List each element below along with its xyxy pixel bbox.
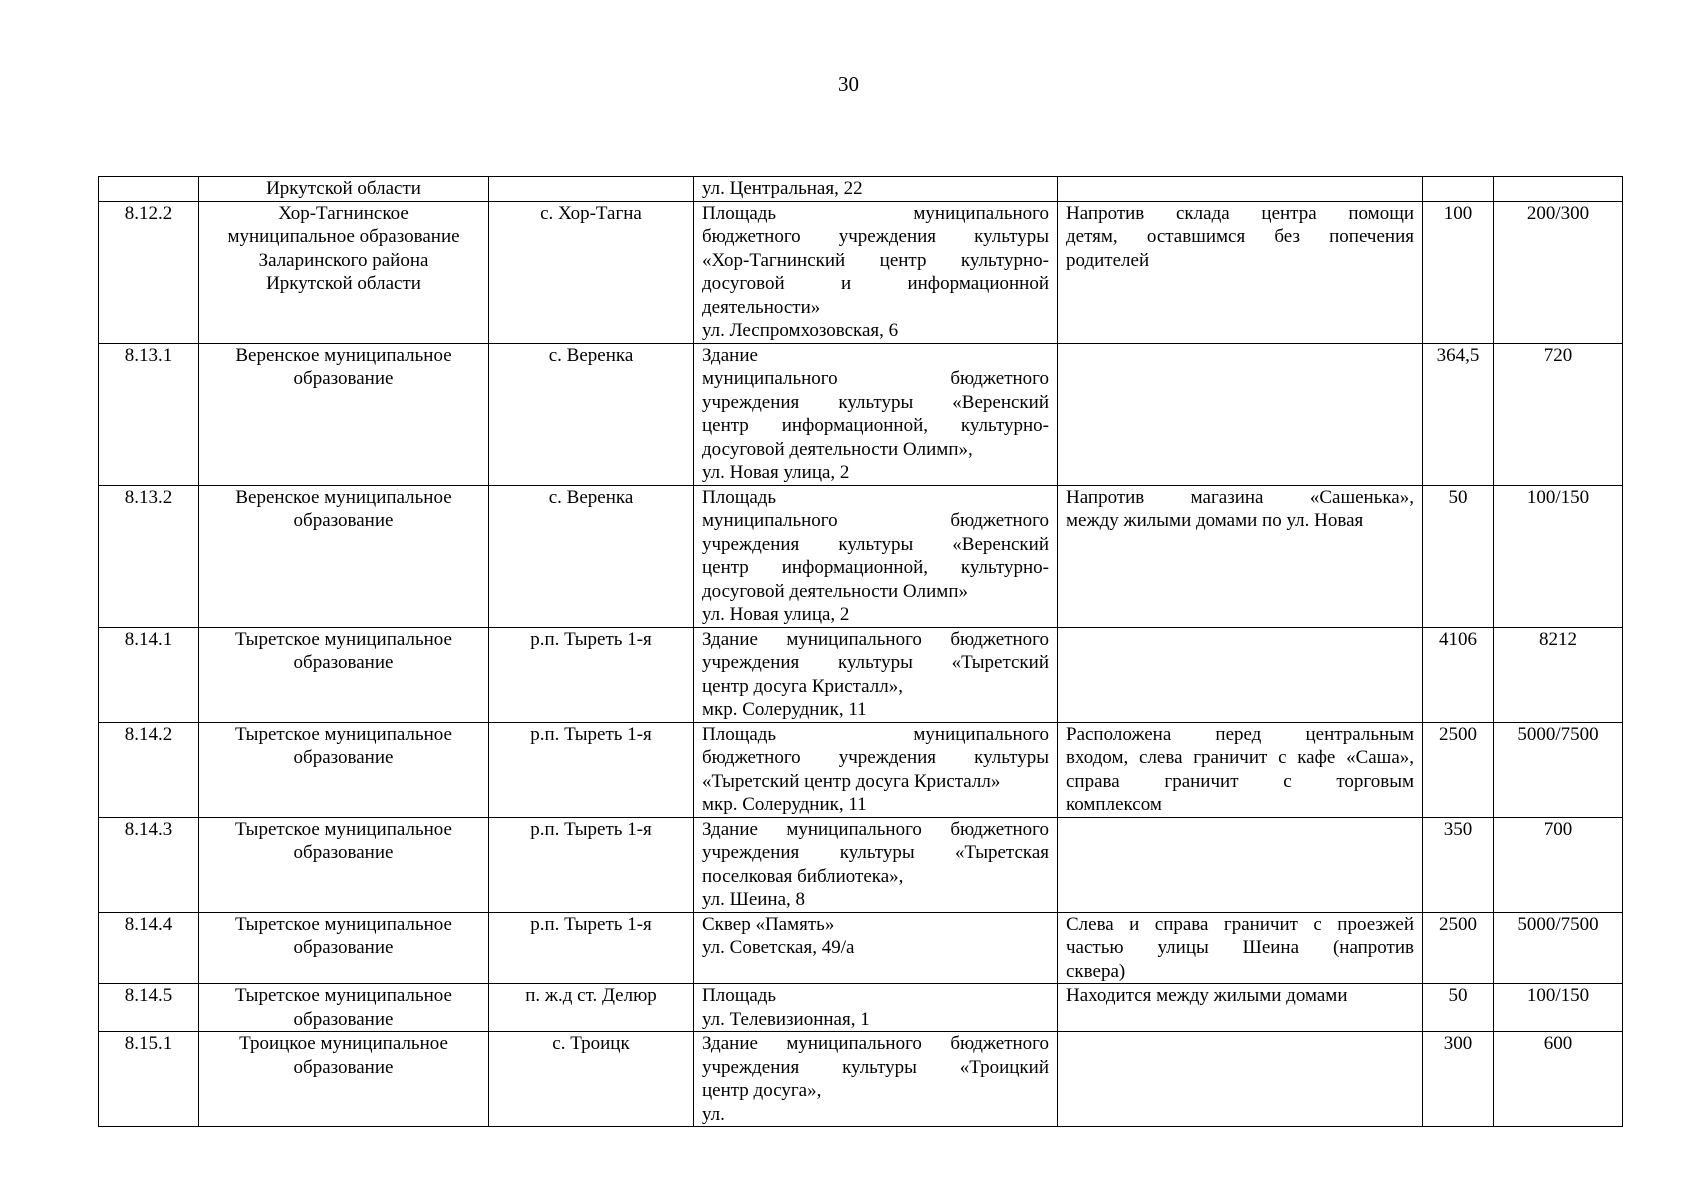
settlement-cell: с. Веренка	[489, 343, 694, 485]
object-cell	[694, 817, 1058, 912]
object-line: учреждения культуры «Троицкий	[702, 1056, 1049, 1078]
municipality-line: Веренское муниципальное	[235, 486, 452, 508]
object-line: досуговой и информационной	[702, 273, 1049, 294]
note-line: Расположена перед центральным	[1066, 723, 1414, 745]
municipality-cell	[199, 912, 489, 984]
object-line: бюджетного учреждения культуры	[702, 747, 1049, 768]
capacity-cell: 100/150	[1494, 485, 1623, 627]
settlement-cell: р.п. Тыреть 1-я	[489, 817, 694, 912]
placement-note-cell	[1058, 627, 1423, 722]
note-line: между жилыми домами по ул. Новая	[1066, 510, 1364, 531]
capacity-cell: 5000/7500	[1494, 912, 1623, 984]
municipality-line: Тыретское муниципальное	[235, 818, 452, 840]
settlement-cell: с. Хор-Тагна	[489, 201, 694, 343]
object-line: бюджетного учреждения культуры	[702, 226, 1049, 247]
placement-note-cell	[1058, 1032, 1423, 1127]
object-line: досуговой деятельности Олимп»	[702, 580, 968, 602]
placement-note-cell	[1058, 722, 1423, 817]
row-number-cell: 8.13.2	[99, 485, 199, 627]
capacity-cell: 100/150	[1494, 984, 1623, 1032]
places-table	[98, 176, 1623, 1127]
capacity-cell: 5000/7500	[1494, 722, 1623, 817]
note-line: входом, слева граничит с кафе «Саша»,	[1066, 747, 1414, 768]
area-cell: 300	[1423, 1032, 1494, 1127]
object-line: ул. Новая улица, 2	[702, 462, 850, 483]
object-line: Площадь	[702, 486, 777, 508]
note-line: сквера)	[1066, 960, 1126, 982]
municipality-line: Тыретское муниципальное	[235, 723, 452, 745]
placement-note-cell	[1058, 201, 1423, 343]
object-cell	[694, 177, 1058, 202]
placement-note-cell	[1058, 177, 1423, 202]
object-line: досуговой деятельности Олимп»,	[702, 438, 973, 460]
object-line: «Хор-Тагнинский центр культурно-	[702, 249, 1049, 271]
municipality-cell	[199, 177, 489, 202]
object-cell	[694, 485, 1058, 627]
note-line: родителей	[1066, 249, 1150, 271]
table-row	[99, 1032, 1623, 1127]
municipality-line: Веренское муниципальное	[235, 344, 452, 366]
settlement-cell: п. ж.д ст. Делюр	[489, 984, 694, 1032]
municipality-cell	[199, 1032, 489, 1127]
municipality-cell	[199, 984, 489, 1032]
row-number-cell: 8.15.1	[99, 1032, 199, 1127]
municipality-line: образование	[293, 747, 394, 768]
table-row	[99, 912, 1623, 984]
settlement-cell	[489, 177, 694, 202]
object-line: центр информационной, культурно-	[702, 557, 1049, 578]
note-line: Напротив склада центра помощи	[1066, 202, 1414, 224]
placement-note-cell	[1058, 485, 1423, 627]
row-number-cell: 8.14.3	[99, 817, 199, 912]
object-line: муниципального бюджетного	[702, 368, 1049, 389]
object-line: Здание муниципального бюджетного	[702, 1033, 1049, 1054]
municipality-line: муниципальное образование	[227, 226, 460, 247]
municipality-line: образование	[293, 652, 394, 673]
object-line: муниципального бюджетного	[702, 510, 1049, 531]
object-line: ул. Новая улица, 2	[702, 604, 850, 625]
municipality-cell	[199, 343, 489, 485]
municipality-cell	[199, 627, 489, 722]
row-number-cell	[99, 177, 199, 202]
object-line: Площадь муниципального	[702, 723, 1049, 745]
page-number: 30	[838, 72, 859, 96]
note-line: Находится между жилыми домами	[1066, 985, 1348, 1006]
object-line: мкр. Солерудник, 11	[702, 794, 867, 815]
object-line: учреждения культуры «Тыретский	[702, 652, 1049, 673]
municipality-line: Тыретское муниципальное	[235, 913, 452, 935]
area-cell: 364,5	[1423, 343, 1494, 485]
municipality-line: Тыретское муниципальное	[235, 628, 452, 650]
object-cell	[694, 1032, 1058, 1127]
table-row	[99, 177, 1623, 202]
area-cell	[1423, 177, 1494, 202]
object-line: деятельности»	[702, 296, 821, 318]
object-line: центр досуга Кристалл»,	[702, 675, 903, 697]
row-number-cell: 8.13.1	[99, 343, 199, 485]
object-line: «Тыретский центр досуга Кристалл»	[702, 770, 1001, 792]
capacity-cell	[1494, 177, 1623, 202]
note-line: комплексом	[1066, 794, 1162, 815]
municipality-line: образование	[293, 368, 394, 389]
table-row	[99, 722, 1623, 817]
placement-note-cell	[1058, 984, 1423, 1032]
object-line: ул. Советская, 49/а	[702, 937, 855, 958]
object-line: ул. Центральная, 22	[702, 178, 863, 199]
area-cell: 50	[1423, 984, 1494, 1032]
municipality-line: образование	[293, 1008, 394, 1030]
note-line: детям, оставшимся без попечения	[1066, 226, 1414, 247]
area-cell: 100	[1423, 201, 1494, 343]
object-line: учреждения культуры «Тыретская	[702, 842, 1049, 863]
object-line: поселковая библиотека»,	[702, 865, 904, 887]
table-row	[99, 201, 1623, 343]
note-line: частью улицы Шеина (напротив	[1066, 937, 1414, 958]
row-number-cell: 8.14.5	[99, 984, 199, 1032]
object-cell	[694, 912, 1058, 984]
row-number-cell: 8.14.2	[99, 722, 199, 817]
table-row	[99, 485, 1623, 627]
object-line: Сквер «Память»	[702, 913, 835, 935]
note-line: Напротив магазина «Сашенька»,	[1066, 486, 1414, 508]
capacity-cell: 700	[1494, 817, 1623, 912]
area-cell: 4106	[1423, 627, 1494, 722]
object-line: ул.	[702, 1103, 725, 1125]
municipality-line: образование	[293, 510, 394, 531]
table-row	[99, 817, 1623, 912]
settlement-cell: р.п. Тыреть 1-я	[489, 912, 694, 984]
municipality-line: Тыретское муниципальное	[235, 985, 452, 1006]
area-cell: 2500	[1423, 722, 1494, 817]
table-row	[99, 984, 1623, 1032]
object-line: ул. Шеина, 8	[702, 889, 806, 910]
municipality-line: образование	[293, 1056, 394, 1078]
area-cell: 2500	[1423, 912, 1494, 984]
municipality-line: образование	[293, 937, 394, 958]
object-line: Здание муниципального бюджетного	[702, 818, 1049, 840]
settlement-cell: р.п. Тыреть 1-я	[489, 627, 694, 722]
object-line: Здание муниципального бюджетного	[702, 628, 1049, 650]
municipality-cell	[199, 722, 489, 817]
object-cell	[694, 627, 1058, 722]
row-number-cell: 8.14.1	[99, 627, 199, 722]
object-line: ул. Леспромхозовская, 6	[702, 320, 899, 341]
settlement-cell: р.п. Тыреть 1-я	[489, 722, 694, 817]
area-cell: 350	[1423, 817, 1494, 912]
capacity-cell: 200/300	[1494, 201, 1623, 343]
table-row	[99, 343, 1623, 485]
area-cell: 50	[1423, 485, 1494, 627]
note-line: Слева и справа граничит с проезжей	[1066, 913, 1414, 935]
municipality-line: Троицкое муниципальное	[239, 1033, 448, 1054]
municipality-line: Иркутской области	[266, 273, 421, 294]
municipality-line: Иркутской области	[266, 178, 421, 199]
object-cell	[694, 201, 1058, 343]
object-line: Площадь	[702, 985, 777, 1006]
note-line: справа граничит с торговым	[1066, 770, 1414, 792]
municipality-line: Заларинского района	[258, 249, 429, 271]
object-cell	[694, 722, 1058, 817]
object-cell	[694, 343, 1058, 485]
object-line: учреждения культуры «Веренский	[702, 533, 1049, 555]
table-body	[99, 177, 1623, 1127]
object-line: Здание	[702, 344, 758, 366]
settlement-cell: с. Веренка	[489, 485, 694, 627]
object-cell	[694, 984, 1058, 1032]
row-number-cell: 8.12.2	[99, 201, 199, 343]
municipality-line: Хор-Тагнинское	[278, 202, 409, 224]
municipality-cell	[199, 485, 489, 627]
capacity-cell: 720	[1494, 343, 1623, 485]
row-number-cell: 8.14.4	[99, 912, 199, 984]
placement-note-cell	[1058, 817, 1423, 912]
object-line: Площадь муниципального	[702, 202, 1049, 224]
object-line: центр досуга»,	[702, 1080, 822, 1101]
object-line: мкр. Солерудник, 11	[702, 699, 867, 720]
settlement-cell: с. Троицк	[489, 1032, 694, 1127]
object-line: учреждения культуры «Веренский	[702, 391, 1049, 413]
capacity-cell: 8212	[1494, 627, 1623, 722]
object-line: центр информационной, культурно-	[702, 415, 1049, 436]
placement-note-cell	[1058, 343, 1423, 485]
municipality-cell	[199, 817, 489, 912]
table-row	[99, 627, 1623, 722]
capacity-cell: 600	[1494, 1032, 1623, 1127]
municipality-line: образование	[293, 842, 394, 863]
municipality-cell	[199, 201, 489, 343]
placement-note-cell	[1058, 912, 1423, 984]
object-line: ул. Телевизионная, 1	[702, 1008, 870, 1030]
